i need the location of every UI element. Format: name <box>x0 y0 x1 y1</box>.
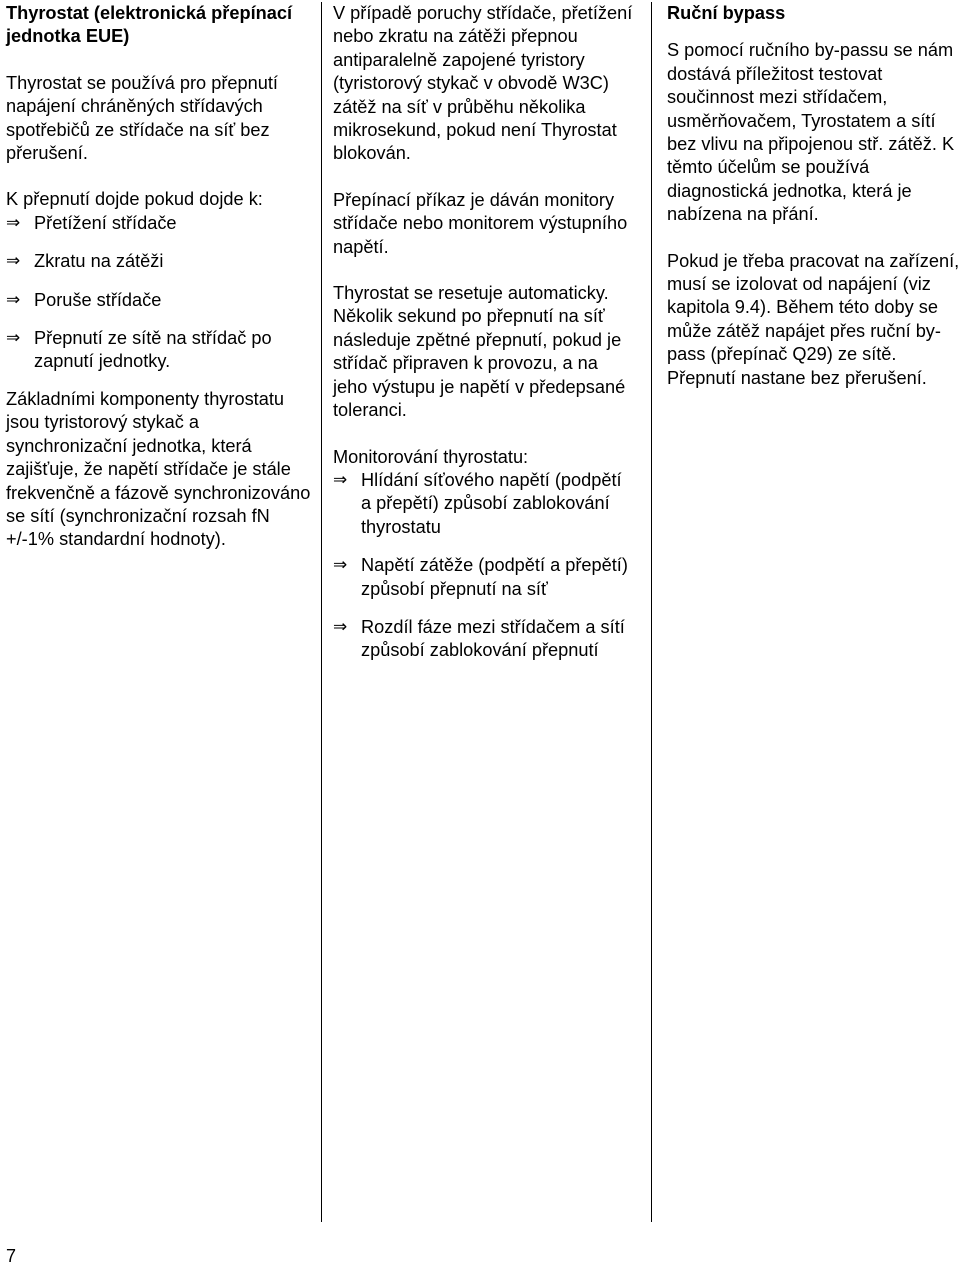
list-item-text: Hlídání síťového napětí (podpětí a přepětí) způsobí zablokování thyrostatu <box>361 469 622 537</box>
paragraph: K přepnutí dojde pokud dojde k: <box>6 189 263 210</box>
paragraph: Pokud je třeba pracovat na zařízení, musí se izolovat od napájení (viz kapitola 9.4). Během této doby se může zátěž napájet přes ruční by-pass (přepínač Q29) ze sítě. Přepnutí nastane bez přerušení. <box>667 250 960 388</box>
list-item-text: Rozdíl fáze mezi střídačem a sítí způsobí zablokování přepnutí <box>361 616 625 661</box>
list-item <box>6 289 318 312</box>
list-item <box>6 327 318 374</box>
paragraph: V případě poruchy střídače, přetížení nebo zkratu na zátěži přepnou antiparalelně zapojené tyristory (tyristorový stykač v obvodě W3C) zátěž na síť v průběhu několika mikrosekund, pokud není Thyrostat blokován. <box>333 3 633 164</box>
section-title-manual-bypass: Ruční bypass <box>667 3 786 23</box>
column-divider-left <box>321 2 322 1222</box>
paragraph: Přepínací příkaz je dáván monitory střídače nebo monitorem výstupního napětí. <box>333 189 628 257</box>
paragraph: S pomocí ručního by-passu se nám dostává příležitost testovat součinnost mezi střídačem, usměrňovačem, Tyrostatem a sítí bez vlivu na připojenou stř. zátěž. K těmto účelům se používá diagnostická jednotka, která je nabízena na přání. <box>667 40 955 225</box>
list-item-text: Přetížení střídače <box>34 212 177 233</box>
double-arrow-right-icon: ⇒ <box>6 212 21 233</box>
double-arrow-right-icon: ⇒ <box>333 616 348 637</box>
list-item-text: Zkratu na zátěži <box>34 251 164 272</box>
double-arrow-right-icon: ⇒ <box>333 555 348 576</box>
paragraph: Základními komponenty thyrostatu jsou tyristorový stykač a synchronizační jednotka, která zajišťuje, že napětí střídače je stále frekvenčně a fázově synchronizováno se sítí (synchronizační rozsah fN +/-1% standardní hodnoty). <box>6 388 311 550</box>
bullet-list <box>333 469 633 663</box>
paragraph: Thyrostat se používá pro přepnutí napájení chráněných střídavých spotřebičů ze střídače na síť bez přerušení. <box>6 72 278 164</box>
double-arrow-right-icon: ⇒ <box>6 328 21 349</box>
list-item <box>6 250 318 273</box>
list-item-text: Poruše střídače <box>34 289 162 310</box>
paragraph: Thyrostat se resetuje automaticky. Několik sekund po přepnutí na síť následuje zpětné přepnutí, pokud je střídač připraven k provozu, a na jeho výstupu je napětí v předepsané toleranci. <box>333 283 626 421</box>
double-arrow-right-icon: ⇒ <box>6 251 21 272</box>
list-item <box>333 469 633 539</box>
list-item <box>333 554 633 601</box>
double-arrow-right-icon: ⇒ <box>6 289 21 310</box>
list-item <box>6 212 318 235</box>
section-title-thyrostat: Thyrostat (elektronická přepínací jednotka EUE) <box>6 3 293 47</box>
bullet-list <box>6 212 318 374</box>
list-item-text: Napětí zátěže (podpětí a přepětí) způsobí přepnutí na síť <box>361 555 628 599</box>
double-arrow-right-icon: ⇒ <box>333 469 348 490</box>
column-2 <box>333 2 633 663</box>
list-item <box>333 616 633 663</box>
page-number: 7 <box>6 1246 17 1266</box>
paragraph: Monitorování thyrostatu: <box>333 446 529 467</box>
column-divider-right <box>651 2 652 1222</box>
list-item-text: Přepnutí ze sítě na střídač po zapnutí jednotky. <box>34 328 272 372</box>
column-1 <box>6 2 318 552</box>
column-3 <box>667 2 960 390</box>
